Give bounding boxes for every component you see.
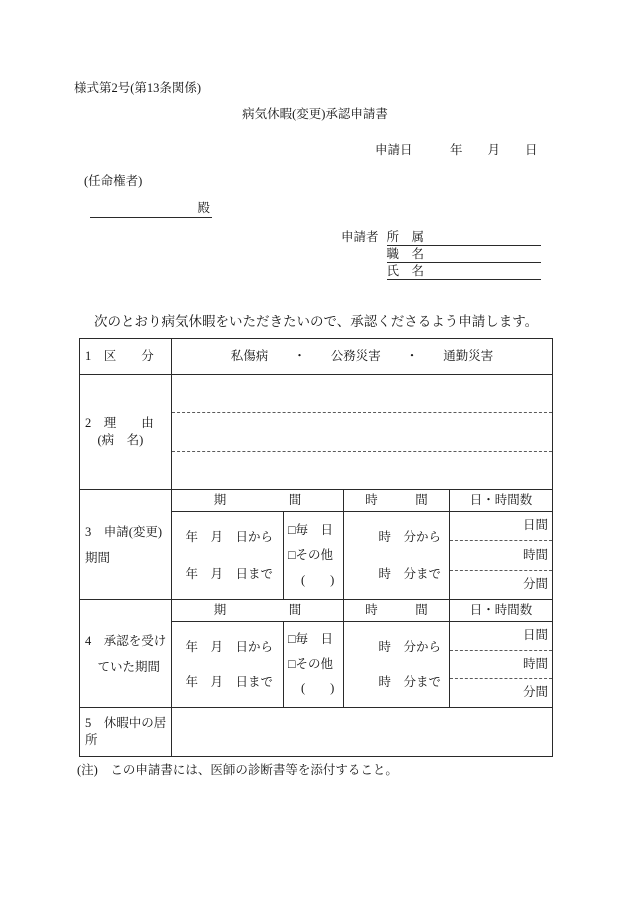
date-to-field[interactable]: 年 月 日まで	[185, 675, 273, 690]
checkbox-other-detail-field[interactable]: ( )	[301, 572, 335, 587]
name-blank[interactable]	[424, 263, 540, 279]
reason-writein-cell	[172, 375, 552, 489]
checkbox-daily-option[interactable]: □毎 日	[288, 522, 334, 537]
checkbox-other-detail-field[interactable]: ( )	[301, 681, 335, 695]
checkbox-other-option[interactable]: □その他	[288, 656, 334, 671]
application-form-table	[79, 338, 553, 757]
time-to-field[interactable]: 時 分まで	[378, 675, 441, 690]
hours-count-field[interactable]: 時間	[450, 541, 552, 570]
residence-row-label	[80, 708, 172, 756]
days-count-field[interactable]: 日間	[450, 512, 552, 541]
residence-label-line2: 所	[85, 733, 98, 747]
pattern-cell	[284, 622, 344, 707]
application-period-label	[80, 490, 172, 599]
day-hour-count-header: 日・時間数	[450, 490, 552, 512]
table-row-category	[80, 339, 552, 375]
minutes-count-field[interactable]: 分間	[522, 577, 548, 591]
approved-period-label-line1: 4 承認を受け	[85, 633, 167, 648]
reason-label-line1: 2 理 由	[85, 416, 154, 430]
checkbox-daily-option[interactable]: □毎 日	[288, 632, 334, 647]
addressee-suffix-label: 殿	[197, 201, 210, 216]
affiliation-field	[387, 229, 541, 246]
position-field	[387, 246, 541, 263]
application-period-label-line2: 期間	[85, 550, 111, 565]
approved-period-grid	[172, 600, 552, 707]
applicant-fields	[387, 229, 541, 280]
time-header: 時 間	[344, 490, 450, 512]
name-field	[387, 263, 541, 280]
time-to-field[interactable]: 時 分まで	[378, 566, 441, 581]
days-count-field[interactable]: 日間	[450, 622, 552, 651]
reason-label-line2: (病 名)	[85, 433, 144, 447]
position-blank[interactable]	[424, 246, 540, 262]
minutes-count-field[interactable]: 分間	[522, 685, 548, 700]
appointing-authority-label: (任命権者)	[84, 174, 143, 188]
page-title: 病気休暇(変更)承認申請書	[242, 107, 388, 121]
reason-writein-line-1[interactable]	[172, 375, 552, 413]
reason-writein-line-3[interactable]	[172, 452, 552, 489]
date-from-field[interactable]: 年 月 日から	[185, 639, 273, 654]
table-row-approved-period	[80, 600, 552, 708]
reason-writein-line-2[interactable]	[172, 413, 552, 451]
addressee-line	[90, 200, 212, 218]
checkbox-other-option[interactable]: □その他	[288, 547, 334, 562]
affiliation-blank[interactable]	[424, 229, 540, 245]
hours-count-field[interactable]: 時間	[450, 651, 552, 680]
position-label: 職 名	[386, 247, 425, 261]
count-cell	[450, 622, 552, 707]
date-from-field[interactable]: 年 月 日から	[185, 530, 273, 545]
table-row-reason	[80, 375, 552, 490]
category-row-label: 1 区 分	[80, 339, 172, 374]
residence-label-line1: 5 休暇中の居	[85, 716, 167, 730]
applicant-block	[341, 229, 541, 280]
table-row-residence	[80, 708, 552, 756]
intro-sentence: 次のとおり病気休暇をいただきたいので、承認くださるよう申請します。	[94, 314, 539, 329]
time-from-field[interactable]: 時 分から	[378, 639, 441, 654]
time-range-cell	[344, 622, 450, 707]
date-range-cell	[172, 622, 284, 707]
day-hour-count-header: 日・時間数	[450, 600, 552, 622]
pattern-cell	[284, 512, 344, 599]
reason-row-label	[80, 375, 172, 489]
application-period-label-line1: 3 申請(変更)	[85, 524, 163, 539]
time-header: 時 間	[344, 600, 450, 622]
affiliation-label: 所 属	[386, 230, 425, 244]
time-range-cell	[344, 512, 450, 599]
application-date-field[interactable]: 申請日 年 月 日	[375, 143, 538, 157]
form-number: 様式第2号(第13条関係)	[74, 81, 202, 95]
applicant-caption: 申請者	[341, 230, 379, 244]
residence-writein-area[interactable]	[172, 708, 552, 756]
count-cell	[450, 512, 552, 599]
date-range-cell	[172, 512, 284, 599]
date-to-field[interactable]: 年 月 日まで	[185, 566, 273, 581]
addressee-blank-field[interactable]	[90, 200, 197, 217]
application-period-grid	[172, 490, 552, 599]
period-header: 期 間	[172, 490, 344, 512]
time-from-field[interactable]: 時 分から	[378, 530, 441, 545]
name-label: 氏 名	[386, 264, 425, 278]
approved-period-label-line2: ていた期間	[85, 659, 161, 674]
period-header: 期 間	[172, 600, 344, 622]
footnote: (注) この申請書には、医師の診断書等を添付すること。	[77, 763, 398, 777]
category-options[interactable]: 私傷病 ・ 公務災害 ・ 通勤災害	[230, 348, 494, 363]
table-row-application-period	[80, 490, 552, 600]
approved-period-label	[80, 600, 172, 707]
